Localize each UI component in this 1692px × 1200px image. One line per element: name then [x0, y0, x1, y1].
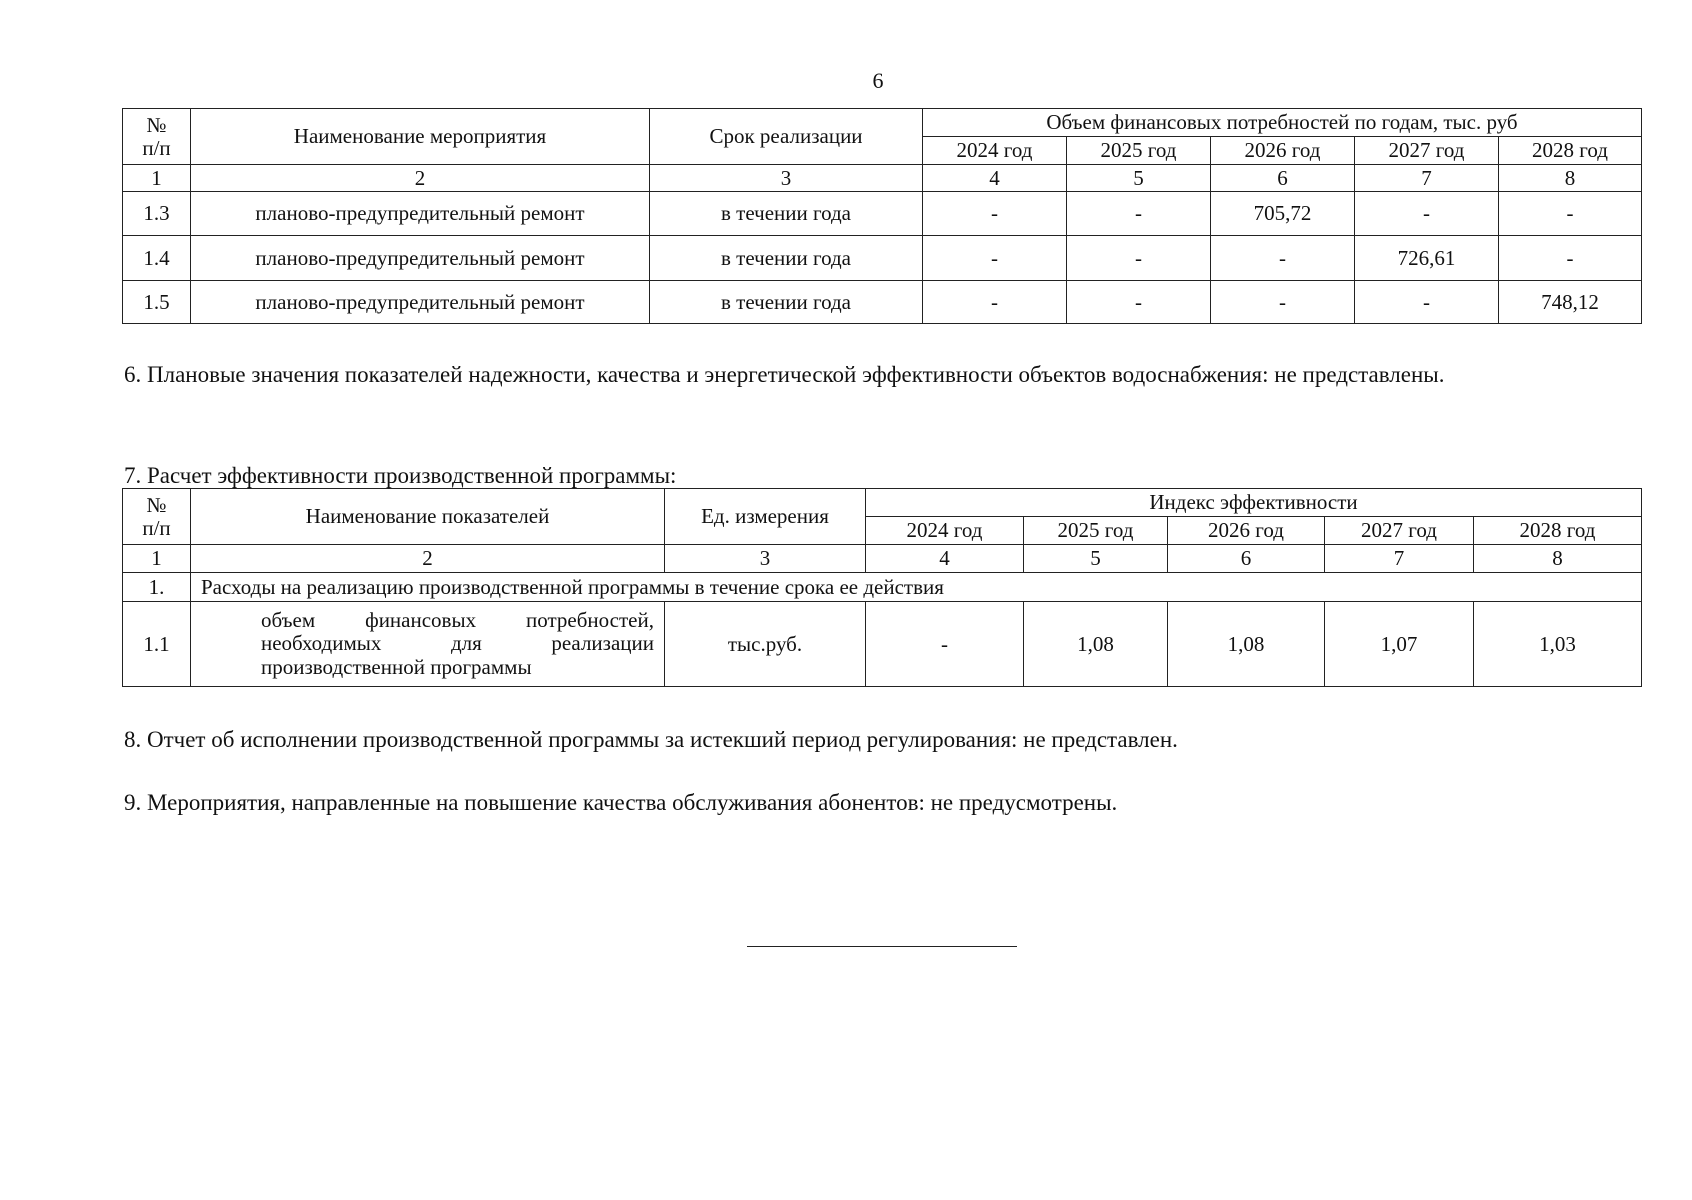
efficiency-table	[122, 488, 1642, 687]
row-name: объем финансовых потребностей, необходимых для реализации производственной программы	[191, 602, 665, 687]
section-7-title: 7. Расчет эффективности производственной программы:	[124, 463, 677, 488]
row-unit: тыс.руб.	[665, 602, 866, 687]
row-value: -	[923, 281, 1067, 324]
header-year: 2025 год	[1024, 517, 1168, 545]
col-number: 5	[1024, 545, 1168, 573]
row-value: -	[1067, 236, 1211, 281]
group-num: 1.	[123, 573, 191, 602]
row-num: 1.4	[123, 236, 191, 281]
row-value: 1,08	[1168, 602, 1325, 687]
table-row	[123, 602, 1642, 687]
table-row	[123, 236, 1642, 281]
col-number: 7	[1325, 545, 1474, 573]
section-6-text: 6. Плановые значения показателей надежности, качества и энергетической эффективности объектов водоснабжения: не представлены.	[124, 362, 1445, 387]
col-number: 1	[123, 545, 191, 573]
row-value: -	[1499, 236, 1642, 281]
row-value: -	[1355, 281, 1499, 324]
row-value: -	[866, 602, 1024, 687]
row-value: 748,12	[1499, 281, 1642, 324]
col-number: 4	[923, 165, 1067, 192]
header-year: 2028 год	[1474, 517, 1642, 545]
col-number: 4	[866, 545, 1024, 573]
header-year: 2027 год	[1325, 517, 1474, 545]
col-number: 5	[1067, 165, 1211, 192]
col-number: 8	[1499, 165, 1642, 192]
header-year: 2024 год	[866, 517, 1024, 545]
row-value: 1,03	[1474, 602, 1642, 687]
col-number: 3	[665, 545, 866, 573]
row-term: в течении года	[650, 192, 923, 236]
finance-needs-table	[122, 108, 1642, 324]
table-row	[123, 192, 1642, 236]
col-number: 3	[650, 165, 923, 192]
row-value: -	[1355, 192, 1499, 236]
row-value: -	[1211, 236, 1355, 281]
header-num: № п/п	[123, 109, 191, 165]
row-num: 1.1	[123, 602, 191, 687]
header-name: Наименование мероприятия	[191, 109, 650, 165]
table-row	[123, 281, 1642, 324]
row-num: 1.5	[123, 281, 191, 324]
header-year: 2026 год	[1211, 137, 1355, 165]
header-year: 2025 год	[1067, 137, 1211, 165]
row-value: -	[1499, 192, 1642, 236]
header-num: № п/п	[123, 489, 191, 545]
header-finance: Объем финансовых потребностей по годам, тыс. руб	[923, 109, 1642, 137]
col-number: 2	[191, 165, 650, 192]
row-value: 705,72	[1211, 192, 1355, 236]
row-value: -	[923, 192, 1067, 236]
col-number: 1	[123, 165, 191, 192]
row-num: 1.3	[123, 192, 191, 236]
header-year: 2027 год	[1355, 137, 1499, 165]
section-8-text: 8. Отчет об исполнении производственной программы за истекший период регулирования: не представлен.	[124, 727, 1178, 752]
row-value: -	[1211, 281, 1355, 324]
row-value: 1,07	[1325, 602, 1474, 687]
header-year: 2026 год	[1168, 517, 1325, 545]
row-value: 1,08	[1024, 602, 1168, 687]
section-9-text: 9. Мероприятия, направленные на повышение качества обслуживания абонентов: не предусмотрены.	[124, 790, 1118, 815]
header-term: Срок реализации	[650, 109, 923, 165]
closing-rule	[747, 946, 1017, 947]
col-number: 8	[1474, 545, 1642, 573]
col-number: 2	[191, 545, 665, 573]
col-number: 6	[1211, 165, 1355, 192]
header-year: 2024 год	[923, 137, 1067, 165]
header-index: Индекс эффективности	[866, 489, 1642, 517]
header-unit: Ед. измерения	[665, 489, 866, 545]
header-name: Наименование показателей	[191, 489, 665, 545]
row-term: в течении года	[650, 281, 923, 324]
row-value: -	[923, 236, 1067, 281]
header-year: 2028 год	[1499, 137, 1642, 165]
row-value: -	[1067, 192, 1211, 236]
row-value: 726,61	[1355, 236, 1499, 281]
row-term: в течении года	[650, 236, 923, 281]
group-label: Расходы на реализацию производственной программы в течение срока ее действия	[191, 573, 1642, 602]
row-value: -	[1067, 281, 1211, 324]
col-number: 6	[1168, 545, 1325, 573]
page-number: 6	[872, 68, 884, 93]
row-name: планово-предупредительный ремонт	[191, 236, 650, 281]
table-group-row	[123, 573, 1642, 602]
row-name: планово-предупредительный ремонт	[191, 192, 650, 236]
row-name: планово-предупредительный ремонт	[191, 281, 650, 324]
col-number: 7	[1355, 165, 1499, 192]
